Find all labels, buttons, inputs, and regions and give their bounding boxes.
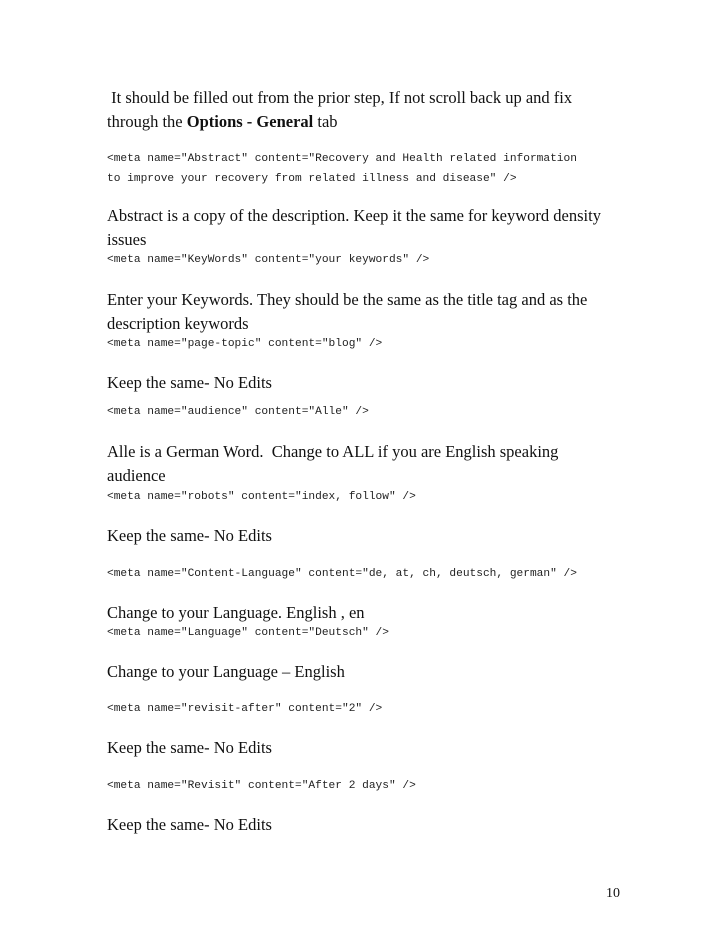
audience-line-2: audience	[107, 466, 166, 485]
abstract-paragraph	[107, 204, 637, 252]
code-revisit-after: <meta name="revisit-after" content="2" />	[107, 703, 383, 715]
code-abstract	[107, 149, 637, 189]
code-content-language: <meta name="Content-Language" content="de, at, ch, deutsch, german" />	[107, 568, 577, 580]
keywords-line-2: description keywords	[107, 314, 249, 333]
note-keep-same-2: Keep the same- No Edits	[107, 526, 272, 545]
note-keep-same-4: Keep the same- No Edits	[107, 815, 272, 834]
code-abstract-line-1: <meta name="Abstract" content="Recovery and Health related information	[107, 153, 577, 165]
intro-paragraph	[107, 86, 637, 134]
code-language: <meta name="Language" content="Deutsch" />	[107, 627, 389, 639]
code-page-topic: <meta name="page-topic" content="blog" />	[107, 338, 383, 350]
keywords-line-1: Enter your Keywords. They should be the same as the title tag and as the	[107, 290, 588, 309]
options-general-bold: Options - General	[186, 112, 314, 131]
code-robots: <meta name="robots" content="index, follow" />	[107, 491, 416, 503]
abstract-line-1: Abstract is a copy of the description. Keep it the same for keyword density	[107, 206, 601, 225]
intro-line-2-prefix: through the	[107, 112, 187, 131]
code-revisit: <meta name="Revisit" content="After 2 days" />	[107, 780, 416, 792]
code-keywords: <meta name="KeyWords" content="your keywords" />	[107, 254, 430, 266]
intro-line-1: It should be filled out from the prior step, If not scroll back up and fix	[107, 88, 573, 107]
content-language-note: Change to your Language. English , en	[107, 603, 365, 622]
abstract-line-2: issues	[107, 230, 147, 249]
language-note: Change to your Language – English	[107, 662, 345, 681]
code-audience: <meta name="audience" content="Alle" />	[107, 406, 369, 418]
keywords-paragraph	[107, 288, 637, 336]
page-number: 10	[606, 886, 620, 901]
note-keep-same-1: Keep the same- No Edits	[107, 373, 272, 392]
audience-line-1: Alle is a German Word. Change to ALL if you are English speaking	[107, 442, 559, 461]
note-keep-same-3: Keep the same- No Edits	[107, 738, 272, 757]
code-abstract-line-2: to improve your recovery from related illness and disease" />	[107, 173, 517, 185]
intro-line-2-suffix: tab	[313, 112, 338, 131]
audience-paragraph	[107, 440, 637, 488]
